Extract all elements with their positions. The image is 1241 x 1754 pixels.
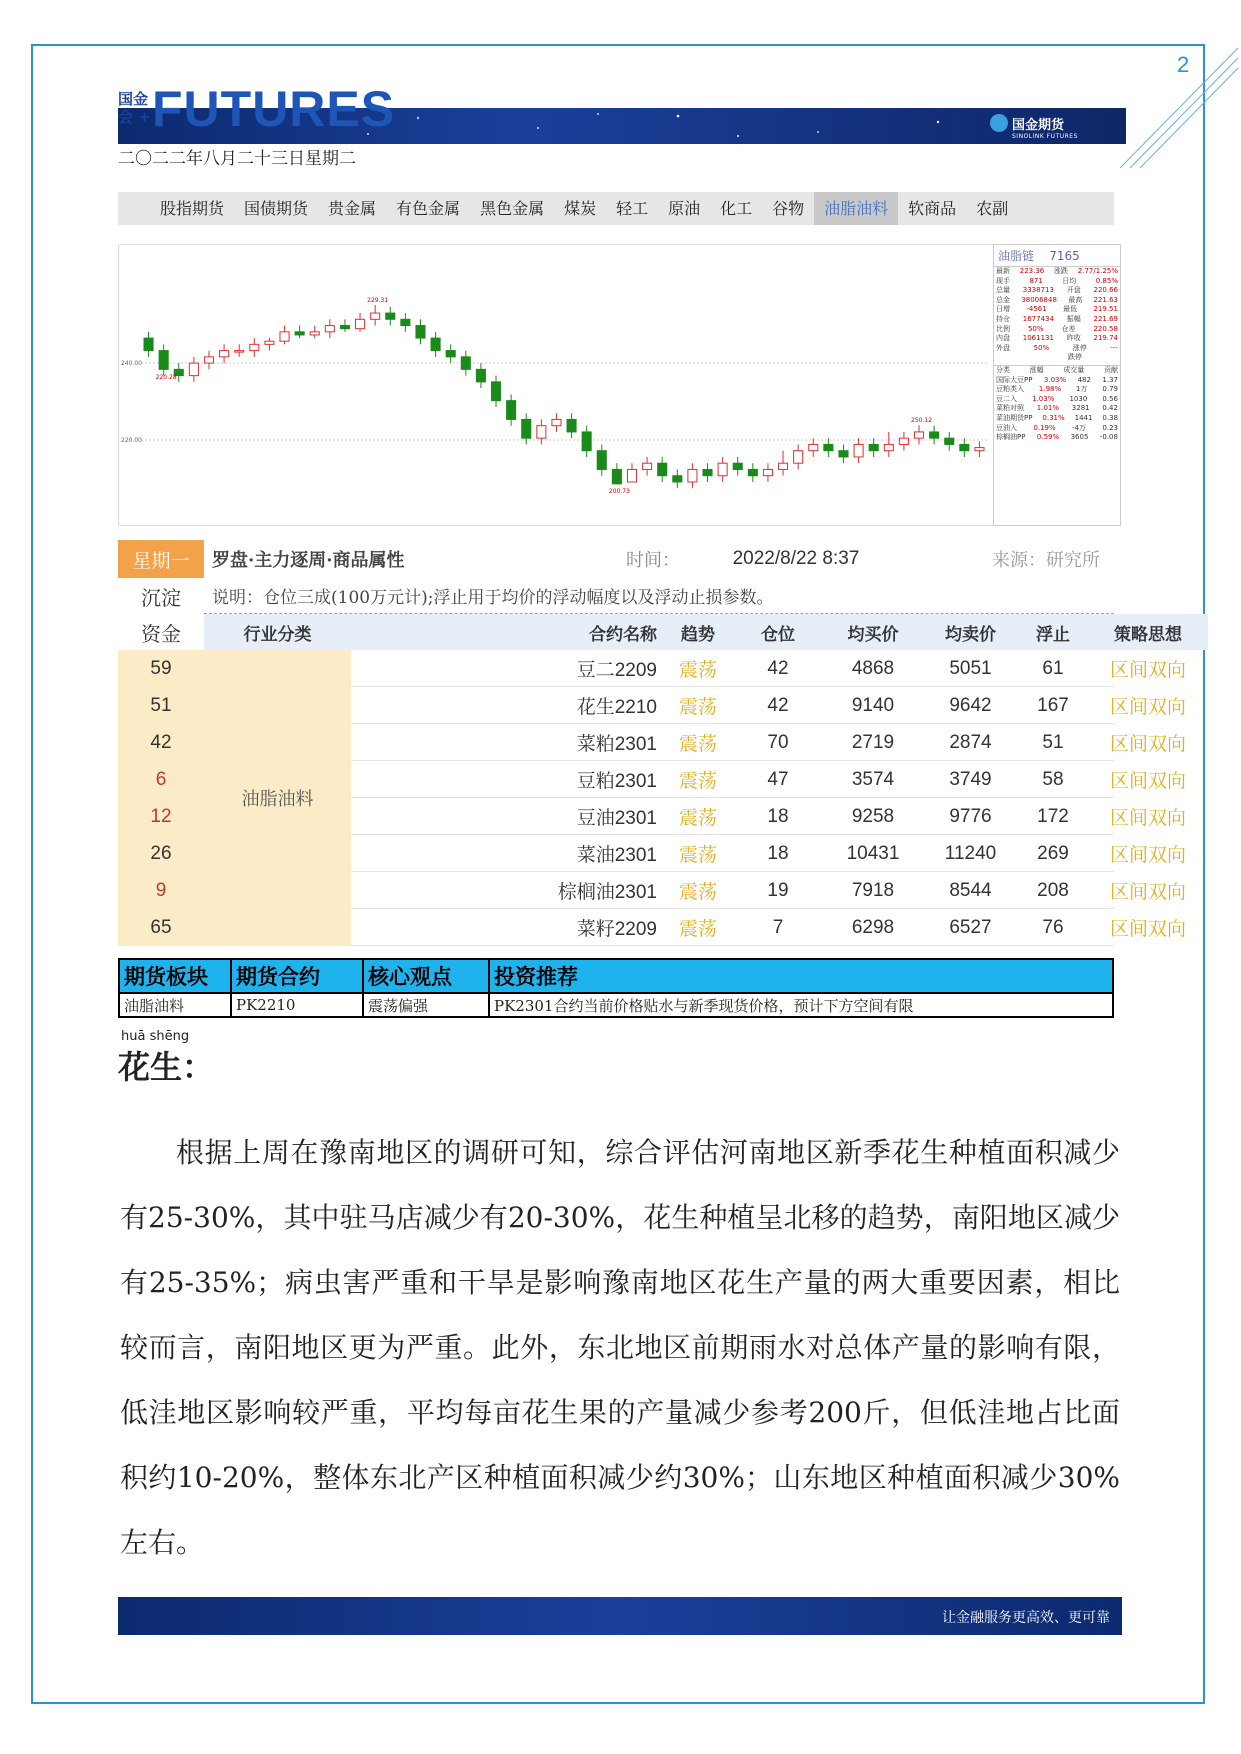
- sell-cell: 3749: [949, 768, 992, 790]
- quote-sub-cell: 3281: [1071, 404, 1090, 413]
- quote-row: [994, 315, 1120, 325]
- time-label: 时间：: [626, 550, 680, 571]
- quote-cell: 振幅: [1066, 314, 1081, 323]
- buy-cell: 9140: [851, 694, 895, 716]
- quote-cell: 220.58: [1093, 324, 1118, 333]
- candle-body: [975, 448, 984, 451]
- candle-body: [537, 426, 546, 439]
- candle-body: [658, 463, 667, 476]
- nav-item[interactable]: 国债期货: [244, 199, 309, 218]
- quote-sub-cell: 0.38: [1102, 413, 1118, 422]
- quote-sub-header-cell: 分类: [996, 365, 1010, 374]
- candle-body: [582, 432, 591, 451]
- stop-cell: 51: [1042, 731, 1064, 753]
- sum-recommend: PK2301合约当前价格贴水与新季现货价格，预计下方空间有限: [494, 996, 914, 1015]
- quote-cell: 0.85%: [1095, 276, 1118, 285]
- sell-cell: 9642: [949, 694, 992, 716]
- article-paragraph: 根据上周在豫南地区的调研可知，综合评估河南地区新季花生种植面积减少有25-30%，其中驻马店减少有20-30%，花生种植呈北移的趋势，南阳地区减少有25-35%；病虫害严重和干旱是影响豫南地区花生产量的两大重要因素，相比较而言，南阳地区更为严重。此外，东北地区前期雨水对总体产量的影响有限，低洼地区影响较严重，平均每亩花生果的产量减少参考200斤，但低洼地占比面积约10-20%，整体东北产区种植面积减少约30%；山东地区种植面积减少30%左右。: [120, 1136, 1120, 1559]
- quote-row: [994, 286, 1120, 296]
- candle-body: [688, 469, 697, 482]
- capital-cell: 12: [118, 798, 204, 835]
- candle-body: [627, 469, 636, 482]
- quote-cell: 总金: [996, 295, 1010, 304]
- quote-cell: 开盘: [1066, 286, 1081, 295]
- chart-svg: [119, 245, 995, 525]
- quote-panel: [993, 244, 1121, 526]
- quote-cell: 50%: [1027, 324, 1044, 333]
- candle-body: [491, 382, 500, 401]
- quote-sub-header: [994, 366, 1120, 376]
- quote-cell: 最低: [1063, 305, 1078, 314]
- capital-cell: 26: [118, 835, 204, 872]
- name-cell: 花生2210: [576, 697, 657, 718]
- stop-cell: 61: [1042, 657, 1064, 679]
- brand-name: 国金期货 SINOLINK FUTURES: [1012, 118, 1078, 140]
- name-cell: 豆油2301: [576, 808, 657, 829]
- quote-cell: 219.51: [1093, 305, 1118, 314]
- capital-cell: 42: [118, 724, 204, 761]
- position-cell: 19: [767, 879, 789, 901]
- idea-cell: 区间双向: [1109, 659, 1186, 681]
- quote-sub-cell: 豆二入: [996, 394, 1017, 403]
- quote-cell: 比例: [996, 324, 1010, 333]
- position-cell: 7: [772, 916, 784, 938]
- price-annotation: 229.31: [367, 296, 389, 304]
- report-date: 二〇二二年八月二十三日星期二: [118, 149, 356, 169]
- quote-cell: 涨停: [1072, 343, 1087, 352]
- name-cell: 棕榈油2301: [557, 882, 657, 903]
- quote-cell: 220.66: [1093, 286, 1118, 295]
- candle-body: [280, 332, 289, 341]
- quote-cell: 219.74: [1093, 334, 1118, 343]
- col-sell: 均卖价: [923, 614, 1018, 650]
- y-tick-label: 240.00: [121, 360, 142, 367]
- quote-cell: 2.77/1.25%: [1077, 267, 1118, 275]
- col-trend: 趋势: [663, 614, 733, 650]
- candle-body: [371, 313, 380, 319]
- quote-sub-cell: 0.31%: [1042, 413, 1065, 422]
- idea-cell: 区间双向: [1109, 733, 1186, 755]
- quote-row: [994, 296, 1120, 306]
- quote-sub-header-cell: 成交量: [1063, 365, 1085, 374]
- summary-header: [120, 960, 1112, 994]
- candle-body: [386, 313, 395, 319]
- capital-cell: 6: [118, 761, 204, 798]
- row-divider: [351, 945, 1114, 946]
- quote-cell: 1061131: [1022, 334, 1054, 343]
- trend-cell: 震荡: [678, 918, 717, 940]
- stop-cell: 76: [1042, 916, 1064, 938]
- quote-sub-cell: 豆粕类入: [996, 385, 1024, 394]
- capital-cell: 9: [118, 872, 204, 909]
- position-cell: 70: [767, 731, 789, 753]
- strategy-title: 罗盘·主力逐周·商品属性: [212, 550, 405, 571]
- candle-body: [401, 319, 410, 325]
- sum-contract: PK2210: [232, 994, 364, 1016]
- heading-pinyin: huā shēng: [121, 1029, 190, 1044]
- capital-cell: 59: [118, 650, 204, 687]
- sell-cell: 5051: [949, 657, 992, 679]
- candle-body: [310, 332, 319, 335]
- quote-sub-cell: -4万: [1072, 423, 1087, 432]
- nav-item[interactable]: 油脂油料: [814, 192, 898, 225]
- quote-cell: ---: [1110, 343, 1118, 352]
- idea-cell: 区间双向: [1109, 770, 1186, 792]
- sell-cell: 8544: [949, 879, 992, 901]
- stop-cell: 208: [1037, 879, 1069, 901]
- quote-cell: 内盘: [996, 334, 1010, 343]
- candle-body: [265, 341, 274, 344]
- quote-cell: 总量: [996, 286, 1010, 295]
- quote-cell: 日均: [1062, 276, 1077, 285]
- quote-sub-row: [994, 395, 1120, 405]
- footer-banner: [118, 1597, 1122, 1635]
- price-annotation: 220.28: [155, 373, 177, 381]
- candle-body: [235, 351, 244, 353]
- trend-cell: 震荡: [678, 696, 717, 718]
- nav-item[interactable]: 轻工: [616, 199, 649, 218]
- summary-table: [118, 958, 1114, 1018]
- candle-body: [960, 444, 969, 450]
- side-label-2: 资金: [141, 621, 181, 646]
- quote-panel-title: 油脂链 7165: [994, 245, 1120, 267]
- candle-body: [824, 444, 833, 450]
- candle-body: [446, 351, 455, 357]
- quote-cell: 3338713: [1022, 286, 1054, 295]
- candle-body: [522, 419, 531, 438]
- quote-cell: 现手: [996, 276, 1010, 285]
- footer-slogan: 让金融服务更高效、更可靠: [942, 1610, 1110, 1626]
- quote-sub-row: [994, 414, 1120, 424]
- position-cell: 42: [767, 657, 789, 679]
- nav-item[interactable]: 贵金属: [328, 199, 377, 218]
- logo-futures: FUTURES: [152, 81, 396, 137]
- quote-sub-row: [994, 385, 1120, 395]
- buy-cell: 2719: [851, 731, 895, 753]
- stop-cell: 167: [1037, 694, 1069, 716]
- nav-item[interactable]: 煤炭: [564, 199, 597, 218]
- candle-body: [204, 357, 213, 363]
- candle-body: [854, 444, 863, 457]
- quote-row: [994, 325, 1120, 335]
- capital-cell: 51: [118, 687, 204, 724]
- buy-cell: 4868: [851, 657, 895, 679]
- quote-cell: 最新: [996, 267, 1010, 275]
- position-cell: 42: [767, 694, 789, 716]
- buy-cell: 9258: [851, 805, 895, 827]
- candlestick-chart: [118, 244, 996, 526]
- quote-sub-header-cell: 涨幅: [1029, 365, 1044, 374]
- candle-body: [930, 432, 939, 438]
- candle-body: [718, 463, 727, 476]
- quote-cell: 持仓: [996, 314, 1010, 323]
- col-buy: 均买价: [823, 614, 923, 650]
- brand-logo-icon: [990, 114, 1008, 132]
- quote-row: [994, 344, 1120, 354]
- quote-sub-cell: 1441: [1074, 413, 1093, 422]
- candle-body: [476, 369, 485, 382]
- category-nav: [118, 192, 1114, 225]
- candle-body: [144, 338, 153, 351]
- col-sector: 行业分类: [204, 614, 351, 650]
- price-annotation: 200.73: [608, 487, 630, 495]
- candle-body: [945, 438, 954, 444]
- quote-cell: 38006848: [1021, 295, 1057, 304]
- quote-sub-cell: 1万: [1076, 385, 1088, 394]
- nav-item[interactable]: 原油: [668, 199, 701, 218]
- quote-sub-cell: 1030: [1069, 394, 1088, 403]
- idea-cell: 区间双向: [1109, 881, 1186, 903]
- quote-cell: 日增: [996, 305, 1010, 314]
- quote-cell: 1677434: [1022, 314, 1054, 323]
- quote-cell: 223.36: [1019, 267, 1045, 275]
- sum-sector: 油脂油料: [120, 994, 232, 1016]
- idea-cell: 区间双向: [1109, 807, 1186, 829]
- candle-body: [733, 463, 742, 469]
- strategy-header-row: [118, 540, 1114, 578]
- candle-body: [325, 326, 334, 332]
- quote-cell: -4561: [1026, 305, 1047, 314]
- quote-sub-cell: 3.03%: [1043, 375, 1067, 384]
- name-cell: 豆二2209: [576, 660, 657, 681]
- buy-cell: 6298: [851, 916, 895, 938]
- idea-cell: 区间双向: [1109, 844, 1186, 866]
- stop-cell: 269: [1037, 842, 1069, 864]
- col-position: 仓位: [733, 614, 823, 650]
- quote-sub-row: [994, 433, 1120, 443]
- sum-col-sector: 期货板块: [120, 960, 232, 992]
- buy-cell: 3574: [851, 768, 895, 790]
- quote-cell: 221.63: [1093, 295, 1118, 304]
- quote-sub-row: [994, 404, 1120, 414]
- trend-cell: 震荡: [678, 733, 717, 755]
- quote-sub-cell: 豆油入: [996, 423, 1017, 432]
- nav-item[interactable]: 股指期货: [160, 199, 225, 218]
- name-cell: 菜籽2209: [576, 919, 657, 940]
- quote-sub-header-cell: 贡献: [1103, 365, 1118, 374]
- corner-decoration: [1120, 40, 1240, 170]
- candle-body: [839, 451, 848, 457]
- quote-row: [994, 267, 1120, 277]
- quote-sub-cell: 1.98%: [1038, 385, 1062, 394]
- trend-cell: 震荡: [678, 770, 717, 792]
- candle-body: [431, 338, 440, 351]
- page-number: 2: [1177, 52, 1190, 77]
- candle-body: [779, 463, 788, 469]
- quote-sub-cell: 3605: [1070, 433, 1089, 442]
- idea-cell: 区间双向: [1109, 918, 1186, 940]
- nav-item[interactable]: 软商品: [908, 199, 957, 218]
- trend-cell: 震荡: [678, 659, 717, 681]
- candle-body: [416, 326, 425, 339]
- sell-cell: 6527: [949, 916, 992, 938]
- candle-body: [899, 438, 908, 444]
- quote-sub-cell: 0.56: [1102, 394, 1118, 403]
- source-label: 来源：研究所: [992, 550, 1100, 571]
- candle-body: [189, 363, 198, 376]
- quote-cell: 871: [1029, 276, 1043, 285]
- candle-body: [250, 344, 259, 350]
- trend-cell: 震荡: [678, 844, 717, 866]
- quote-sub-cell: 棕榈油PP: [996, 433, 1026, 442]
- candle-body: [461, 357, 470, 370]
- candle-body: [673, 476, 682, 482]
- trend-cell: 震荡: [678, 881, 717, 903]
- position-cell: 47: [767, 768, 789, 790]
- y-tick-label: 220.00: [121, 437, 142, 444]
- name-cell: 豆粕2301: [576, 771, 657, 792]
- name-cell: 菜粕2301: [576, 734, 657, 755]
- candle-body: [295, 332, 304, 335]
- candle-body: [703, 469, 712, 475]
- quote-sub-cell: 菜粕对照: [996, 404, 1024, 413]
- logo-cn: 国金 会 +: [118, 90, 151, 126]
- candle-body: [914, 432, 923, 438]
- section-heading: 花生：: [118, 1048, 215, 1086]
- nav-item[interactable]: 黑色金属: [480, 199, 545, 218]
- name-cell: 菜油2301: [576, 845, 657, 866]
- time-value: 2022/8/22 8:37: [732, 548, 860, 569]
- quote-cell: 50%: [1033, 343, 1050, 352]
- candle-body: [552, 419, 561, 425]
- sell-cell: 2874: [949, 731, 992, 753]
- summary-row: [120, 994, 1112, 1016]
- sell-cell: 11240: [944, 842, 997, 864]
- candle-body: [884, 444, 893, 450]
- quote-sub-cell: 0.79: [1102, 385, 1118, 394]
- position-cell: 18: [767, 805, 789, 827]
- sector-cell: 油脂油料: [204, 650, 351, 946]
- nav-item[interactable]: 化工: [720, 199, 753, 218]
- nav-item[interactable]: 农副: [976, 199, 1009, 218]
- candle-body: [794, 451, 803, 464]
- quote-sub-cell: 1.37: [1102, 375, 1118, 384]
- quote-sub-row: [994, 424, 1120, 434]
- quote-sub-row: [994, 376, 1120, 386]
- quote-sub-cell: -0.08: [1099, 433, 1118, 442]
- description-row: [118, 578, 1114, 614]
- candle-body: [612, 469, 621, 483]
- candle-body: [340, 326, 349, 329]
- quote-sub-cell: 482: [1077, 375, 1091, 384]
- sum-col-recommend: 投资推荐: [494, 965, 578, 989]
- buy-cell: 10431: [846, 842, 900, 864]
- quote-cell: 221.69: [1093, 314, 1118, 323]
- quote-row: [994, 334, 1120, 344]
- idea-cell: 区间双向: [1109, 696, 1186, 718]
- nav-item[interactable]: 谷物: [772, 199, 805, 218]
- quote-cell: 昨收: [1066, 334, 1081, 343]
- quote-cell: 最高: [1068, 295, 1083, 304]
- description: 说明：仓位三成(100万元计);浮止用于均价的浮动幅度以及浮动止损参数。: [204, 578, 1114, 614]
- candle-body: [159, 351, 168, 370]
- quote-sub-cell: 国际大豆PP: [996, 375, 1033, 384]
- quote-sub-cell: 0.42: [1102, 404, 1118, 413]
- sum-view: 震荡偏强: [364, 994, 490, 1016]
- capital-cell: 65: [118, 909, 204, 946]
- quote-cell: 跌停: [1068, 353, 1082, 362]
- trend-cell: 震荡: [678, 807, 717, 829]
- candle-body: [567, 419, 576, 432]
- candle-body: [809, 444, 818, 450]
- col-idea: 策略思想: [1088, 614, 1208, 650]
- stop-cell: 172: [1037, 805, 1069, 827]
- sum-col-view: 核心观点: [364, 960, 490, 992]
- side-label-1: 沉淀: [141, 585, 181, 610]
- candle-body: [356, 319, 365, 328]
- column-header-row: [118, 614, 1182, 650]
- quote-sub-cell: 1.03%: [1032, 394, 1055, 403]
- candle-body: [748, 469, 757, 475]
- candle-body: [763, 469, 772, 475]
- quote-cell: 仓差: [1061, 324, 1076, 333]
- nav-item[interactable]: 有色金属: [396, 199, 461, 218]
- quote-sub-cell: 菜油期货PP: [996, 413, 1033, 422]
- weekday-label: 星期一: [118, 540, 204, 578]
- quote-sub-cell: 0.19%: [1033, 423, 1056, 432]
- price-annotation: 250.12: [911, 417, 933, 425]
- candle-body: [869, 444, 878, 450]
- sum-col-contract: 期货合约: [232, 960, 364, 992]
- quote-sub-cell: 0.23: [1102, 423, 1118, 432]
- quote-sub-cell: 0.59%: [1036, 433, 1060, 442]
- candle-body: [507, 401, 516, 420]
- quote-row: [994, 305, 1120, 315]
- quote-row: [994, 353, 1120, 363]
- quote-cell: 外盘: [996, 343, 1010, 352]
- col-contract: 合约名称: [351, 614, 663, 650]
- col-stop: 浮止: [1018, 614, 1088, 650]
- quote-sub-cell: 1.01%: [1036, 404, 1060, 413]
- sell-cell: 9776: [949, 805, 992, 827]
- stop-cell: 58: [1042, 768, 1064, 790]
- quote-cell: 涨跌: [1054, 267, 1069, 275]
- candle-body: [597, 451, 606, 470]
- candle-body: [220, 351, 229, 357]
- quote-row: [994, 277, 1120, 287]
- position-cell: 18: [767, 842, 789, 864]
- candle-body: [643, 463, 652, 469]
- buy-cell: 7918: [851, 879, 895, 901]
